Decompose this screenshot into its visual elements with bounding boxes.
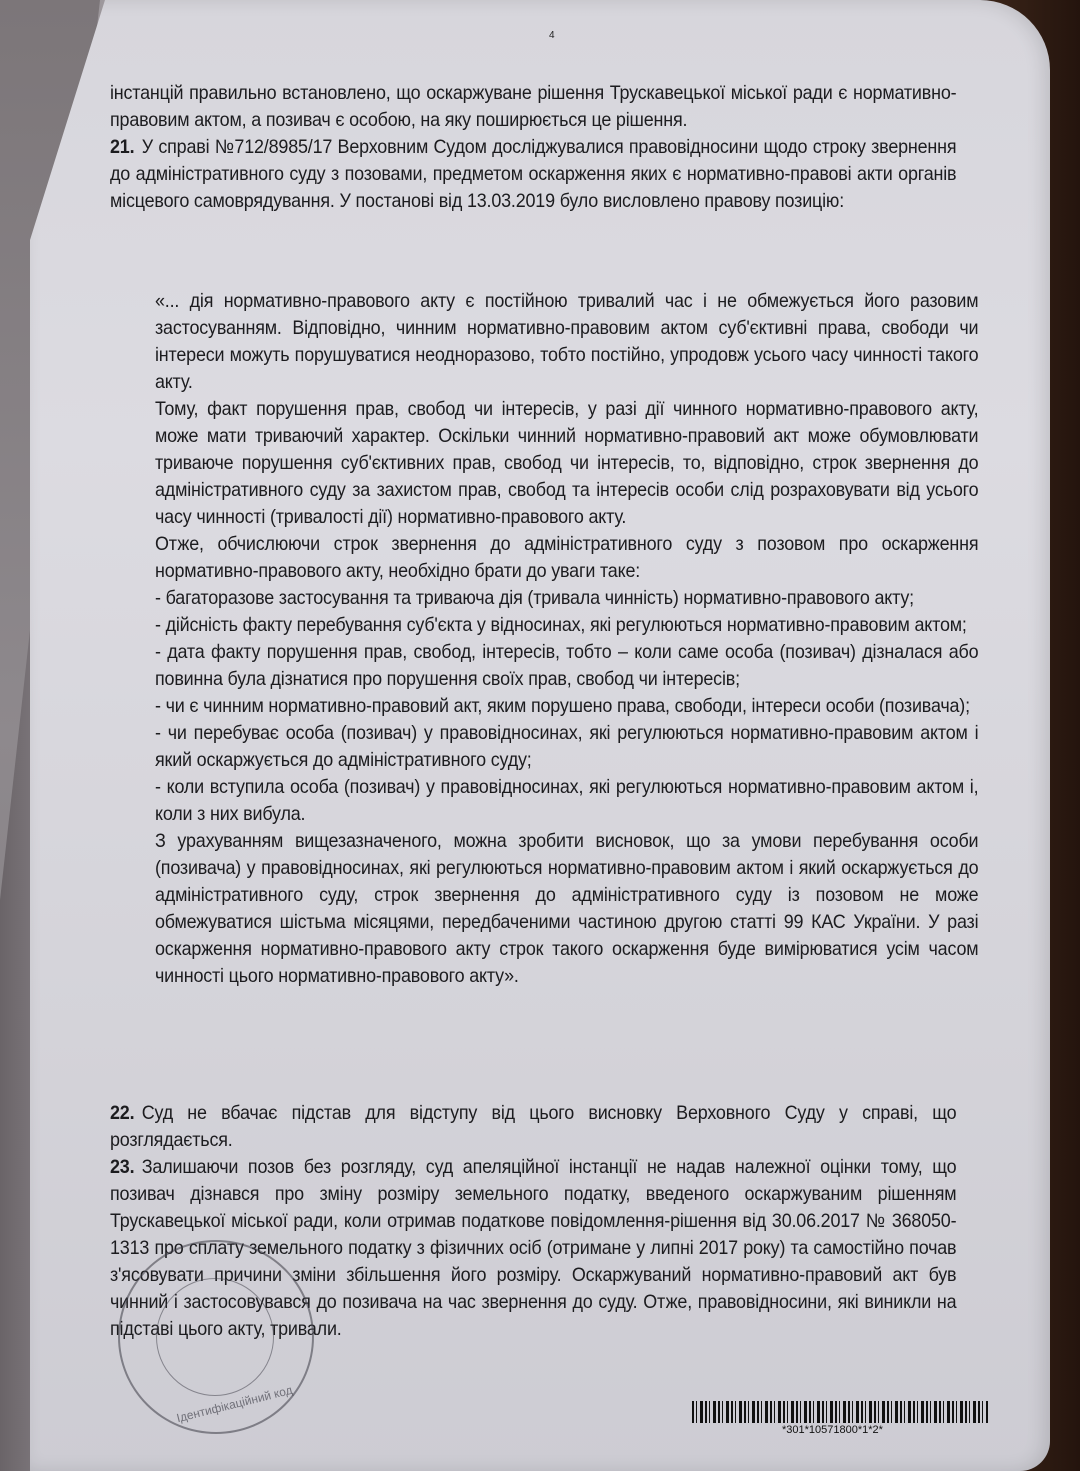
quote-list-item: - чи перебуває особа (позивач) у правовідносинах, які регулюються нормативно-правовим актом і який оскаржується до адміністративного суду; bbox=[155, 722, 979, 771]
quote-paragraph: Тому, факт порушення прав, свобод чи інтересів, у разі дії чинного нормативно-правового акту, може мати триваючий характер. Оскільки чинний нормативно-правовий акт може обумовлювати триваюче порушення суб'єктивних прав, свобод чи інтересів, то, відповідно, строк звернення до адміністративного суду за захистом прав, свобод та інтересів особи слід розраховувати від усього часу чинності (тривалості дії) нормативно-правового акту. bbox=[155, 398, 979, 528]
court-stamp bbox=[118, 1240, 314, 1434]
intro-paragraph: інстанцій правильно встановлено, що оскаржуване рішення Трускавецької міської ради є нормативно-правовим актом, а позивач є особою, на яку поширюється це рішення. bbox=[110, 82, 957, 131]
barcode-number: *301*10571800*1*2* bbox=[782, 1424, 883, 1436]
quote-conclusion: З урахуванням вищезазначеного, можна зробити висновок, що за умови перебування особи (позивача) у правовідносинах, які регулюються нормативно-правовим актом і який оскаржується до адміністративного суду, строк звернення до адміністративного суду із позовом не може обмежуватися шістьма місяцями, передбаченими частиною другою статті 99 КАС України. У разі оскарження нормативно-правового акту строк такого оскарження буде вимірюватися усім часом чинності цього нормативно-правового акту». bbox=[155, 830, 979, 987]
quote-list-item: - чи є чинним нормативно-правовий акт, яким порушено права, свободи, інтереси особи (позивача); bbox=[155, 695, 970, 717]
quote-paragraph: «... дія нормативно-правового акту є постійною тривалий час і не обмежується його разовим застосуванням. Відповідно, чинним нормативно-правовим актом суб'єктивні права, свободи чи інтереси можуть порушуватися неодноразово, тобто постійно, упродовж усього часу чинності такого акту. bbox=[155, 290, 979, 393]
page-number: 4 bbox=[549, 30, 555, 41]
barcode bbox=[692, 1401, 988, 1423]
paragraph-text: Суд не вбачає підстав для відступу від цього висновку Верховного Суду у справі, що розглядається. bbox=[110, 1102, 957, 1151]
paragraph-text: У справі №712/8985/17 Верховним Судом досліджувалися правовідносини щодо строку звернення до адміністративного суду з позовами, предметом оскарження яких є нормативно-правові акти органів місцевого самоврядування. У постанові від 13.03.2019 було висловлено правову позицію: bbox=[110, 136, 957, 212]
paragraph-number: 22. bbox=[110, 1102, 135, 1124]
quote-list-item: - багаторазове застосування та триваюча дія (тривала чинність) нормативно-правового акту; bbox=[155, 587, 914, 609]
main-text-top bbox=[110, 80, 956, 215]
paragraph-22 bbox=[110, 1100, 956, 1154]
paragraph-21 bbox=[110, 134, 956, 215]
paragraph-number: 23. bbox=[110, 1156, 135, 1178]
quote-list-item: - дійсність факту перебування суб'єкта у відносинах, які регулюються нормативно-правовим актом; bbox=[155, 614, 967, 636]
quoted-legal-position bbox=[155, 288, 978, 990]
paragraph-text: Залишаючи позов без розгляду, суд апеляційної інстанції не надав належної оцінки тому, що позивач дізнався про зміну розміру земельного податку, введеного оскаржуваним рішенням Трускавецької міської ради, коли отримав податкове повідомлення-рішення від 30.06.2017 № 368050-1313 про сплату земельного податку з фізичних осіб (отримане у липні 2017 року) та самостійно почав з'ясовувати причини зміни збільшення його розміру. Оскаржуваний нормативно-правовий акт був чинний і застосовувався до позивача на час звернення до суду. Отже, правовідносини, які виникли на підставі цього акту, тривали. bbox=[110, 1156, 957, 1340]
paragraph-number: 21. bbox=[110, 136, 135, 158]
stamp-text: Ідентифікаційний код bbox=[175, 1382, 294, 1426]
quote-list-item: - дата факту порушення прав, свобод, інтересів, тобто – коли саме особа (позивач) дізналася або повинна була дізнатися про порушення своїх прав, свобод чи інтересів; bbox=[155, 641, 979, 690]
quote-paragraph: Отже, обчислюючи строк звернення до адміністративного суду з позовом про оскарження нормативно-правового акту, необхідно брати до уваги таке: bbox=[155, 533, 979, 582]
quote-list-item: - коли вступила особа (позивач) у правовідносинах, які регулюються нормативно-правовим актом і, коли з них вибула. bbox=[155, 776, 979, 825]
